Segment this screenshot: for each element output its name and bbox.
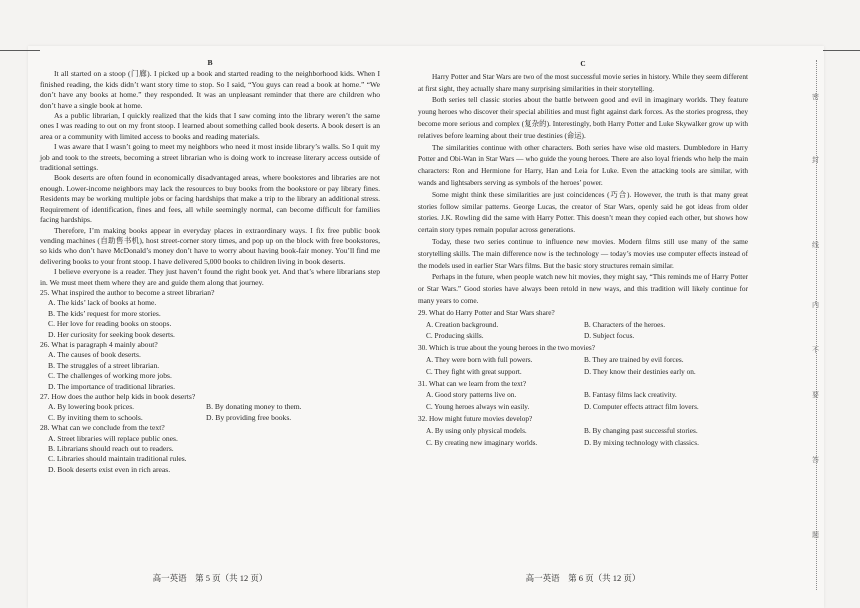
passage-c-paragraph: The similarities continue with other characters. Both series have wise old masters. Dumbledore in Harry Potter and Obi-Wan in Star Wars — who guide the young heroes. There are also loyal friends who help the main characters: Ron and Hermione for Harry, Han and Leia for Luke. Even the attacking tools are similar, with wands and lightsabers serving as symbols of the heroes’ power. bbox=[418, 142, 748, 187]
option: C. Young heroes always win easily. bbox=[426, 402, 530, 412]
option: C. Her love for reading books on stoops. bbox=[48, 319, 172, 329]
binding-mark: 要 bbox=[812, 391, 819, 399]
option: B. By donating money to them. bbox=[206, 402, 302, 412]
passage-b-paragraph: I was aware that I wasn’t going to meet my neighbors who need it most inside library’s walls. So I quit my job and took to the streets, becoming a street librarian who is doing work to increase literary access outside of traditional settings. bbox=[40, 142, 380, 173]
binding-dotted-line bbox=[816, 60, 831, 590]
option: C. By creating new imaginary worlds. bbox=[426, 437, 538, 447]
option: C. The challenges of working more jobs. bbox=[48, 371, 172, 381]
option: A. By lowering book prices. bbox=[48, 402, 135, 412]
binding-mark: 题 bbox=[812, 531, 819, 539]
binding-mark: 不 bbox=[812, 346, 819, 354]
top-rule-right bbox=[823, 50, 860, 51]
question-28: 28. What can we conclude from the text? bbox=[40, 423, 165, 433]
passage-b-paragraph: Therefore, I’m making books appear in everyday places in extraordinary ways. I fix free public book vending machines (自助售书机), host street-corner story times, and pop up on the block with free bookstores, so kids who don’t have McDonald’s money don’t have to worry about having book-fair money. You’ll find me delivering books to your front stoop. I have delivered 5,000 books to children living in book deserts. bbox=[40, 225, 380, 266]
question-27: 27. How does the author help kids in book deserts? bbox=[40, 392, 196, 401]
right-column bbox=[418, 58, 748, 448]
option: C. Libraries should maintain traditional rules. bbox=[48, 454, 187, 464]
passage-b-paragraph: As a public librarian, I quickly realized that the kids that I saw coming into the library weren’t the same ones I was reading to out on my front stoop. I learned about something called book deserts. A book desert is an area or a community with limited access to books and reading materials. bbox=[40, 111, 380, 141]
passage-c-paragraph: Perhaps in the future, when people watch new hit movies, they might say, “This reminds me of Harry Potter or Star Wars.” Good stories have always been retold in new ways, and this tradition will likely continue for many years to come. bbox=[418, 272, 748, 305]
option: A. Good story patterns live on. bbox=[426, 390, 517, 400]
options-grid bbox=[426, 425, 748, 449]
top-rule-left bbox=[0, 50, 40, 51]
option: D. By mixing technology with classics. bbox=[584, 437, 699, 447]
question-32: 32. How might future movies develop? bbox=[418, 413, 533, 423]
option: C. Producing skills. bbox=[426, 331, 484, 341]
question-25: 25. What inspired the author to become a street librarian? bbox=[40, 287, 215, 297]
option: B. Characters of the heroes. bbox=[584, 319, 666, 329]
options-grid bbox=[426, 319, 748, 343]
option: B. Fantasy films lack creativity. bbox=[584, 390, 677, 400]
question-30: 30. Which is true about the young heroes in the two movies? bbox=[418, 343, 595, 353]
option: B. By changing past successful stories. bbox=[584, 425, 698, 435]
binding-mark: 密 bbox=[812, 93, 819, 101]
option: A. By using only physical models. bbox=[426, 425, 527, 435]
option: A. They were born with full powers. bbox=[426, 354, 533, 364]
option: A. The causes of book deserts. bbox=[48, 350, 141, 360]
option: D. Subject focus. bbox=[584, 331, 635, 341]
option: B. They are trained by evil forces. bbox=[584, 354, 684, 364]
options-grid bbox=[426, 354, 748, 378]
section-c-heading: C bbox=[580, 59, 586, 68]
passage-b-paragraph: I believe everyone is a reader. They just haven’t found the right book yet. And that’s where librarians step in. We must meet them where they are and guide them along that journey. bbox=[40, 267, 380, 287]
question-26: 26. What is paragraph 4 mainly about? bbox=[40, 339, 158, 349]
option: A. Creation background. bbox=[426, 319, 499, 329]
left-column bbox=[40, 58, 380, 475]
option: B. The kids’ request for more stories. bbox=[48, 308, 161, 318]
section-b-heading: B bbox=[207, 58, 213, 67]
option: C. By inviting them to schools. bbox=[48, 412, 143, 422]
passage-c-paragraph: Today, these two series continue to influence new movies. Modern films still use many of the same storytelling skills. The main difference now is the technology — today’s movies use computer effects instead of the models used in earlier Star Wars films. But the basic story structures remain similar. bbox=[418, 236, 748, 270]
passage-b-paragraph: It all started on a stoop (门廊). I picked up a book and started reading to the neighborhood kids. When I finished reading, the kids didn’t want story time to stop. So I said, “You guys can read a book at home.” “We don’t have any books at home.” they responded. It was an unpleasant reminder that there are children who don’t have a single book at home. bbox=[40, 69, 380, 110]
option: C. They fight with great support. bbox=[426, 366, 522, 376]
page-footer-6: 高一英语 第 6 页（共 12 页） bbox=[525, 573, 641, 583]
binding-mark: 内 bbox=[812, 301, 819, 309]
options-grid bbox=[48, 402, 380, 423]
option: D. They know their destinies early on. bbox=[584, 366, 696, 376]
binding-mark: 封 bbox=[812, 156, 819, 164]
option: B. Librarians should reach out to readers. bbox=[48, 444, 174, 454]
page-footer-5: 高一英语 第 5 页（共 12 页） bbox=[152, 573, 268, 583]
option: D. The importance of traditional libraries. bbox=[48, 381, 176, 391]
question-29: 29. What do Harry Potter and Star Wars share? bbox=[418, 307, 555, 317]
options-grid bbox=[426, 389, 748, 413]
option: B. The struggles of a street librarian. bbox=[48, 360, 160, 370]
passage-c-paragraph: Both series tell classic stories about the battle between good and evil in imaginary worlds. They feature young heroes who discover their special abilities and must fight against dark forces. As the stories progress, they become more serious and complex (复杂的). Interestingly, both Harry Potter and Luke Skywalker grow up with relatives before learning about their true destinies (命运). bbox=[418, 95, 748, 140]
passage-c-paragraph: Harry Potter and Star Wars are two of the most successful movie series in history. While they seem different at first sight, they actually share many surprising similarities in their storytelling. bbox=[418, 71, 748, 93]
passage-b-paragraph: Book deserts are often found in economically disadvantaged areas, where bookstores and libraries are not enough. Lower-income neighbors may lack the resources to buy books from the bookstore or pay library fines. Residents may be working multiple jobs or facing hardships that make a trip to the library an additional stress. Requirement of identification, fines and fees, all while seemingly normal, can become difficult for families facing hardships. bbox=[40, 173, 380, 225]
question-31: 31. What can we learn from the text? bbox=[418, 378, 527, 388]
option: D. Book deserts exist even in rich areas. bbox=[48, 464, 171, 474]
passage-c-paragraph: Some might think these similarities are just coincidences (巧合). However, the truth is that many great stories follow similar patterns. George Lucas, the creator of Star Wars, openly said he got ideas from older stories. J.K. Rowling did the same with Harry Potter. This doesn’t mean they copied each other, but shows how certain story types remain popular across generations. bbox=[418, 189, 748, 235]
binding-mark: 线 bbox=[812, 241, 819, 249]
option: A. The kids’ lack of books at home. bbox=[48, 298, 157, 308]
option: D. Computer effects attract film lovers. bbox=[584, 402, 699, 412]
binding-mark: 答 bbox=[812, 456, 819, 464]
option: D. By providing free books. bbox=[206, 412, 292, 422]
option: D. Her curiosity for seeking book deserts. bbox=[48, 329, 175, 339]
option: A. Street libraries will replace public ones. bbox=[48, 433, 178, 443]
